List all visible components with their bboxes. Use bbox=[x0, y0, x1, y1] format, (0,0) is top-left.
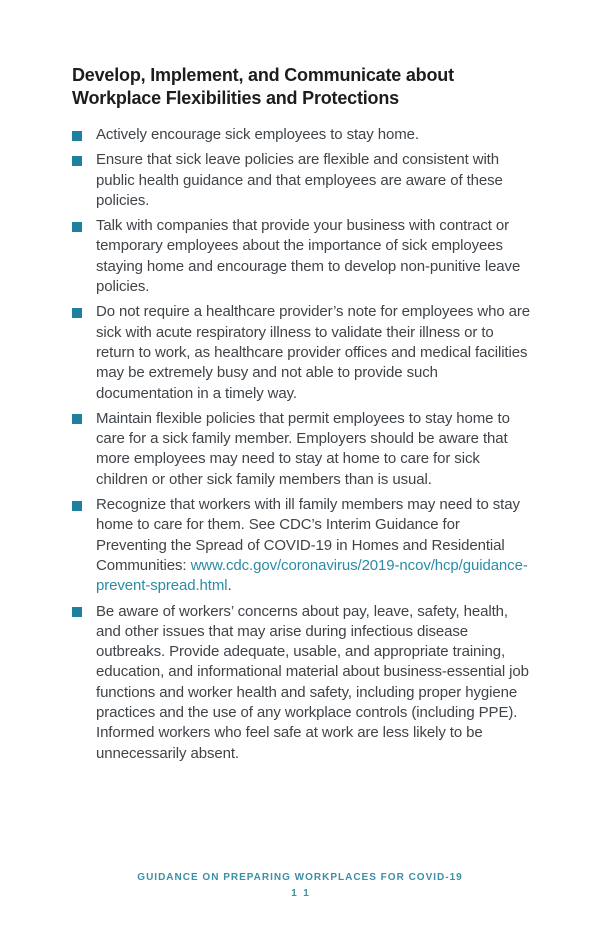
page-number: 11 bbox=[291, 888, 316, 899]
text-segment: Talk with companies that provide your business with contract or temporary employees about the importance of sick employees staying home and encourage them to develop non-punitive leave policies. bbox=[96, 217, 521, 296]
list-item-text bbox=[96, 126, 419, 143]
square-bullet-icon bbox=[72, 156, 82, 166]
list-item bbox=[72, 302, 532, 403]
list-item-text bbox=[96, 151, 503, 209]
list-item-text bbox=[96, 217, 520, 295]
text-segment: Be aware of workers’ concerns about pay, leave, safety, health, and other issues that may arise during infectious disease outbreaks. Provide adequate, usable, and appropriate training, education, and informational material about business-essential job functions and worker health and safety, including proper hygiene practices and the use of any workplace controls (including PPE). Informed workers who feel safe at work are less likely to be unnecessarily absent. bbox=[96, 602, 529, 762]
list-item-text bbox=[96, 303, 530, 401]
list-item bbox=[72, 602, 532, 764]
list-item bbox=[72, 495, 532, 596]
square-bullet-icon bbox=[72, 222, 82, 232]
page-title: Develop, Implement, and Communicate about Workplace Flexibilities and Protections bbox=[72, 65, 454, 108]
list-item bbox=[72, 216, 532, 297]
list-item-text bbox=[96, 496, 528, 594]
list-item bbox=[72, 125, 532, 145]
square-bullet-icon bbox=[72, 501, 82, 511]
page-footer bbox=[0, 872, 600, 899]
bullet-list bbox=[72, 125, 532, 764]
text-segment: Do not require a healthcare provider’s note for employees who are sick with acute respiratory illness to validate their illness or to return to work, as healthcare provider offices and medical facilities may be extremely busy and not able to provide such documentation in a timely way. bbox=[96, 303, 531, 402]
list-item-text bbox=[96, 410, 510, 488]
text-segment: Maintain flexible policies that permit employees to stay home to care for a sick family member. Employers should be aware that more employees may need to stay at home to care for sick children or other sick family members than is usual. bbox=[96, 409, 510, 488]
footer-running-title: GUIDANCE ON PREPARING WORKPLACES FOR COVID-19 bbox=[137, 872, 463, 883]
square-bullet-icon bbox=[72, 131, 82, 141]
text-segment: . bbox=[227, 577, 232, 595]
text-segment: Recognize that workers with ill family members may need to stay home to care for them. See CDC’s Interim Guidance for Preventing the Spread of COVID-19 in Homes and Residential Communities: bbox=[96, 496, 520, 574]
list-item-text bbox=[96, 603, 529, 762]
text-segment: Actively encourage sick employees to stay home. bbox=[96, 126, 419, 143]
cdc-guidance-link[interactable]: www.cdc.gov/coronavirus/2019-ncov/hcp/guidance-prevent-spread.html bbox=[96, 556, 528, 595]
text-segment: Ensure that sick leave policies are flexible and consistent with public health guidance and that employees are aware of these policies. bbox=[96, 151, 503, 209]
square-bullet-icon bbox=[72, 308, 82, 318]
square-bullet-icon bbox=[72, 414, 82, 424]
square-bullet-icon bbox=[72, 607, 82, 617]
list-item bbox=[72, 409, 532, 490]
list-item bbox=[72, 150, 532, 211]
